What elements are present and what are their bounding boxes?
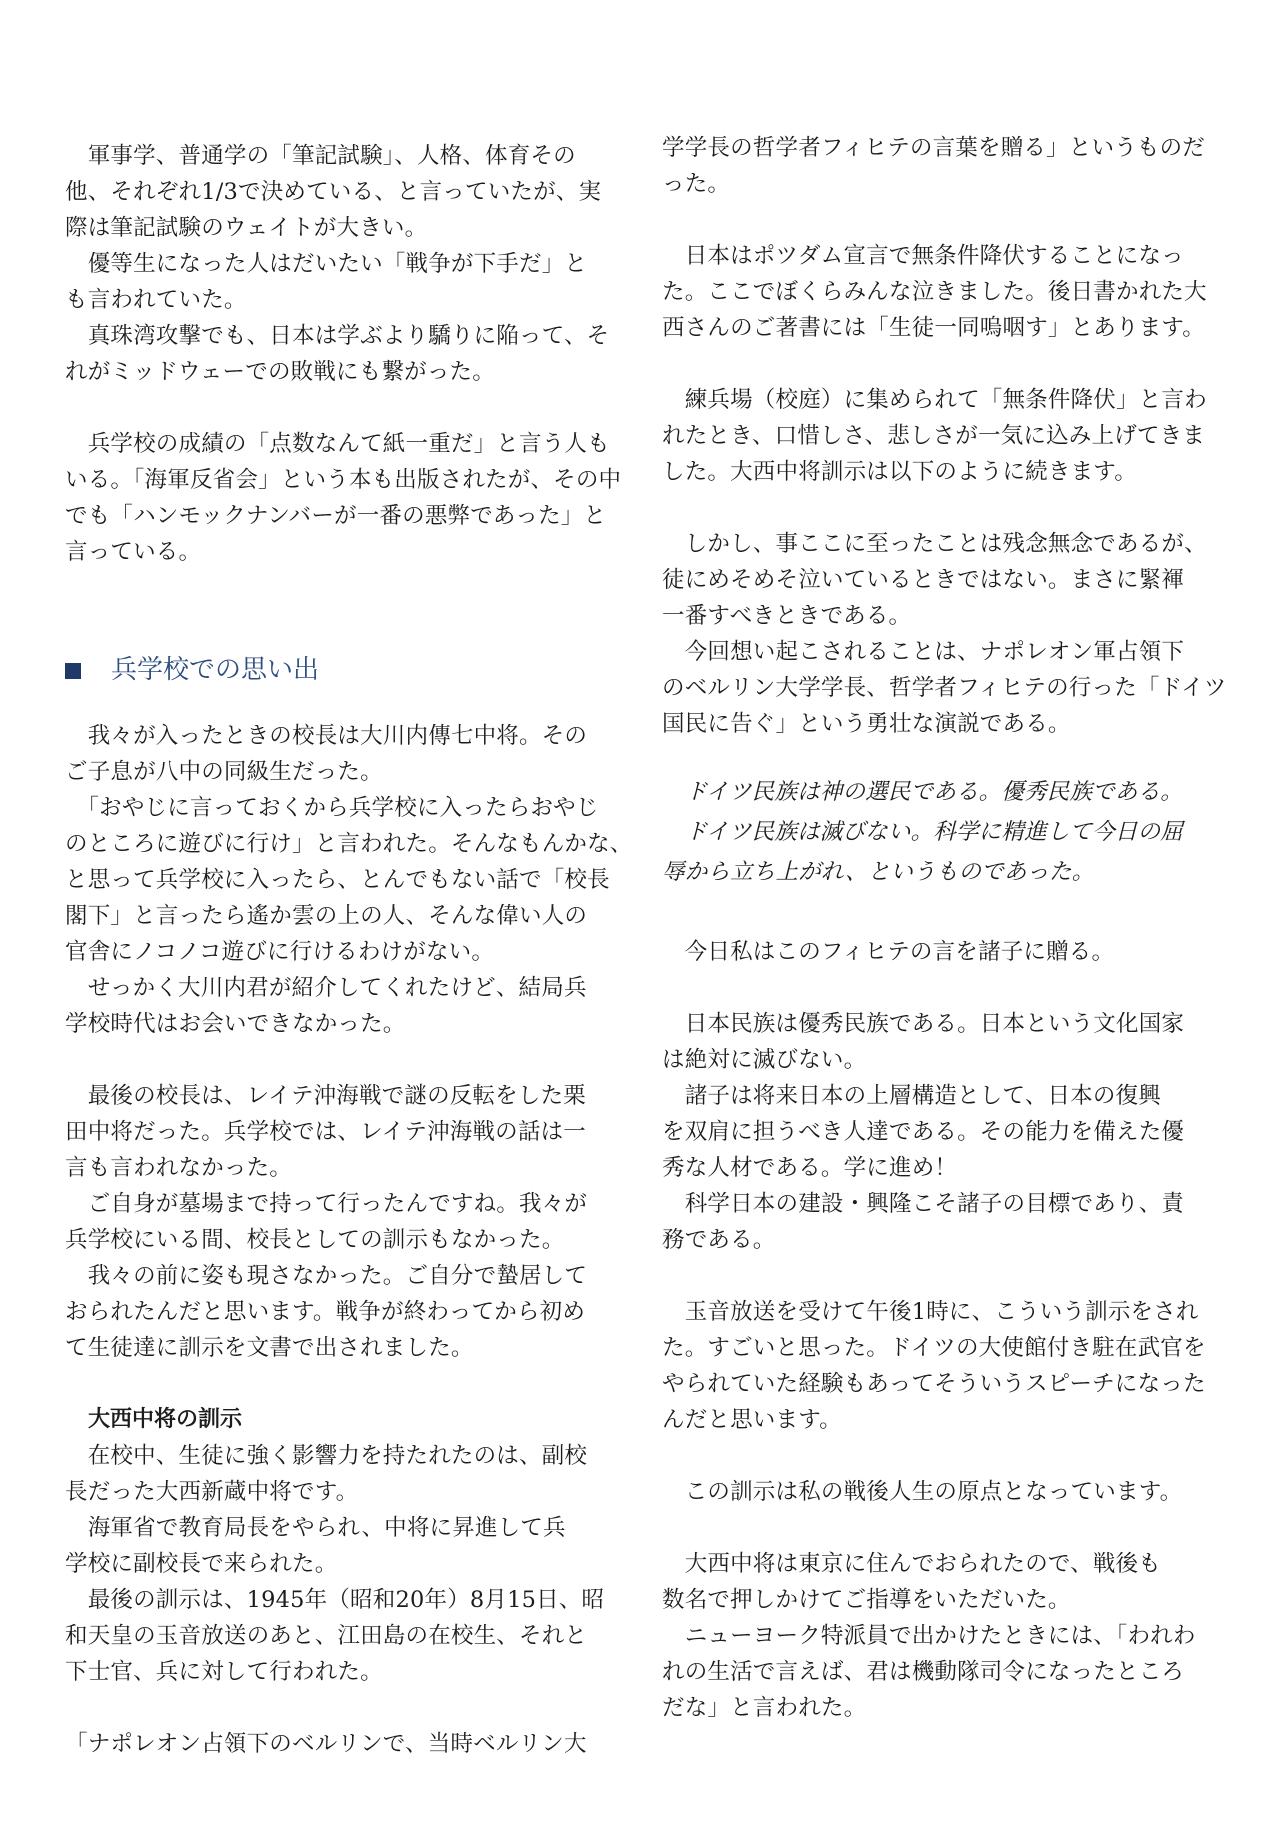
paragraph: 諸子は将来日本の上層構造として、日本の復興 を双肩に担うべき人達である。その能力を備えた優 秀な人材である。学に進め！ — [662, 1083, 1185, 1181]
paragraph: 今日私はこのフィヒテの言を諸子に贈る。 — [662, 939, 1115, 965]
subheading: 大西中将の訓示 — [88, 1407, 243, 1432]
paragraph: 海軍省で教育局長をやられ、中将に昇進して兵 学校に副校長で来られた。 — [65, 1515, 566, 1577]
paragraph: 「おやじに言っておくから兵学校に入ったらおやじ のところに遊びに行け」と言われた。そんなもんかな、 と思って兵学校に入ったら、とんでもない話で「校長 閣下」と言ったら遙か雲の上の人、そんな偉い人の 官舎にノコノコ遊びに行けるわけがない。 — [65, 795, 633, 965]
paragraph: 真珠湾攻撃でも、日本は学ぶより驕りに陥って、そ れがミッドウェーでの敗戦にも繋がった。 — [65, 323, 610, 385]
paragraph: 科学日本の建設・興隆こそ諸子の目標であり、責 務である。 — [662, 1191, 1185, 1253]
quote-block: ドイツ民族は神の選民である。優秀民族である。 ドイツ民族は滅びない。科学に精進して今日の屈 辱から立ち上がれ、というものであった。 — [662, 779, 1183, 885]
paragraph: 兵学校の成績の「点数なんて紙一重だ」と言う人も いる。「海軍反省会」という本も出版されたが、その中 でも「ハンモックナンバーが一番の悪弊であった」と 言っている。 — [65, 431, 622, 565]
paragraph: 学学長の哲学者フィヒテの言葉を贈る」というものだ った。 — [662, 135, 1206, 197]
paragraph: 玉音放送を受けて午後1時に、こういう訓示をされ た。すごいと思った。ドイツの大使館付き駐在武官を やられていた経験もあってそういうスピーチになった んだと思います。 — [662, 1299, 1206, 1433]
paragraph: 練兵場（校庭）に集められて「無条件降伏」と言わ れたとき、口惜しさ、悲しさが一気に込み上げてきま した。大西中将訓示は以下のように続きます。 — [662, 387, 1207, 485]
paragraph: 我々が入ったときの校長は大川内傳七中将。その ご子息が八中の同級生だった。 — [65, 723, 588, 785]
paragraph: ご自身が墓場まで持って行ったんですね。我々が 兵学校にいる間、校長としての訓示もなかった。 — [65, 1191, 588, 1253]
paragraph: 日本民族は優秀民族である。日本という文化国家 は絶対に滅びない。 — [662, 1011, 1185, 1073]
paragraph: しかし、事ここに至ったことは残念無念であるが、 徒にめそめそ泣いているときではない。まさに緊褌 一番すべきときである。 — [662, 531, 1207, 629]
paragraph: 優等生になった人はだいたい「戦争が下手だ」と も言われていた。 — [65, 251, 588, 313]
square-bullet-icon — [65, 663, 81, 679]
paragraph: 最後の校長は、レイテ沖海戦で謎の反転をした栗 田中将だった。兵学校では、レイテ沖海戦の話は一 言も言われなかった。 — [65, 1083, 586, 1181]
paragraph: ニューヨーク特派員で出かけたときには、「われわ れの生活で言えば、君は機動隊司令になったところ だな」と言われた。 — [662, 1623, 1196, 1721]
paragraph: 在校中、生徒に強く影響力を持たれたのは、副校 長だった大西新蔵中将です。 — [65, 1443, 588, 1505]
section-heading: 兵学校での思い出 — [65, 652, 319, 688]
paragraph: 今回想い起こされることは、ナポレオン軍占領下 のベルリン大学学長、哲学者フィヒテの行った「ドイツ 国民に告ぐ」という勇壮な演説である。 — [662, 639, 1227, 737]
paragraph: せっかく大川内君が紹介してくれたけど、結局兵 学校時代はお会いできなかった。 — [65, 975, 587, 1037]
paragraph: 我々の前に姿も現さなかった。ご自分で蟄居して おられたんだと思います。戦争が終わってから初め て生徒達に訓示を文書で出されました。 — [65, 1263, 588, 1361]
paragraph: 軍事学、普通学の「筆記試験」、人格、体育その 他、それぞれ1/3で決めている、と言っていたが、実 際は筆記試験のウェイトが大きい。 — [65, 143, 602, 241]
paragraph: 大西中将は東京に住んでおられたので、戦後も 数名で押しかけてご指導をいただいた。 — [662, 1551, 1161, 1613]
paragraph: この訓示は私の戦後人生の原点となっています。 — [662, 1479, 1183, 1505]
paragraph: 「ナポレオン占領下のベルリンで、当時ベルリン大 — [65, 1731, 587, 1757]
paragraph: 日本はポツダム宣言で無条件降伏することになっ た。ここでぼくらみんな泣きました。後日書かれた大 西さんのご著書には「生徒一同嗚咽す」とあります。 — [662, 243, 1207, 341]
paragraph: 最後の訓示は、1945年（昭和20年）8月15日、昭 和天皇の玉音放送のあと、江田島の在校生、それと 下士官、兵に対して行われた。 — [65, 1587, 605, 1685]
